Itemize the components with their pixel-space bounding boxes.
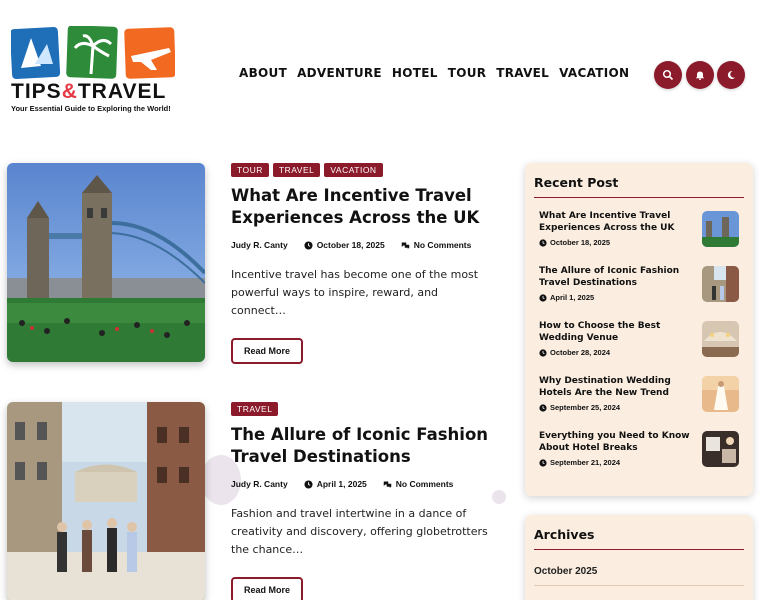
recent-post-date-text[interactable]: October 18, 2025: [550, 238, 611, 247]
recent-post-date: [539, 458, 620, 467]
moon-icon: [725, 69, 737, 81]
recent-post-item: [539, 321, 744, 363]
read-more-button[interactable]: Read More: [231, 577, 303, 600]
nav-hotel[interactable]: HOTEL: [391, 66, 438, 80]
post-meta: [231, 479, 496, 489]
recent-post-date-text[interactable]: September 25, 2024: [550, 403, 621, 412]
site-logo[interactable]: [8, 26, 178, 116]
archive-link[interactable]: October 2025: [534, 566, 598, 577]
read-more-button[interactable]: Read More: [231, 338, 303, 364]
recent-post-date: [539, 348, 610, 357]
recent-post-item: [539, 431, 744, 473]
divider: [534, 585, 744, 586]
recent-post-title[interactable]: What Are Incentive Travel Experiences Across the UK: [539, 211, 675, 233]
nav-vacation[interactable]: VACATION: [559, 66, 630, 80]
post-author[interactable]: Judy R. Canty: [231, 479, 288, 489]
recent-post-title[interactable]: How to Choose the Best Wedding Venue: [539, 321, 661, 343]
clock-icon: [304, 241, 313, 250]
logo-graphic: [11, 26, 175, 80]
recent-post-thumbnail[interactable]: [702, 266, 739, 302]
site-header: [0, 0, 760, 140]
widget-title: Archives: [534, 527, 744, 550]
recent-posts-widget: [525, 163, 753, 496]
nav-adventure[interactable]: ADVENTURE: [297, 66, 382, 80]
nav-tour[interactable]: TOUR: [447, 66, 487, 80]
post-content: [231, 163, 496, 364]
search-icon: [662, 69, 674, 81]
recent-post-date-text[interactable]: October 28, 2024: [550, 348, 611, 357]
tag-vacation[interactable]: VACATION: [324, 163, 382, 177]
post-tags: [231, 402, 496, 416]
post-title[interactable]: What Are Incentive Travel Experiences Across the UK: [231, 186, 480, 227]
clock-icon: [539, 404, 547, 412]
recent-post-title[interactable]: The Allure of Iconic Fashion Travel Destinations: [539, 266, 680, 288]
archives-widget: [525, 515, 753, 600]
clock-icon: [539, 239, 547, 247]
recent-post-thumbnail[interactable]: [702, 321, 739, 357]
post-content: [231, 402, 496, 600]
post-thumbnail-tower-bridge[interactable]: [7, 163, 205, 362]
recent-post-title[interactable]: Everything you Need to Know About Hotel Breaks: [539, 431, 690, 453]
notification-button[interactable]: [686, 61, 714, 89]
recent-post-thumbnail[interactable]: [702, 431, 739, 467]
post-card: [7, 402, 502, 600]
post-card: [7, 163, 502, 363]
recent-post-thumbnail[interactable]: [702, 376, 739, 412]
recent-post-date: [539, 293, 594, 302]
clock-icon: [539, 459, 547, 467]
clock-icon: [539, 349, 547, 357]
comments-icon: [401, 241, 410, 250]
post-comments[interactable]: No Comments: [413, 240, 472, 250]
post-meta: [231, 240, 496, 250]
bell-icon: [694, 69, 706, 81]
post-tags: [231, 163, 496, 177]
dark-mode-toggle[interactable]: [717, 61, 745, 89]
widget-title: Recent Post: [534, 175, 744, 198]
tag-travel[interactable]: TRAVEL: [273, 163, 320, 177]
post-excerpt: Incentive travel has become one of the most powerful ways to inspire, reward, and connect…: [231, 268, 479, 317]
nav-about[interactable]: ABOUT: [239, 66, 288, 80]
recent-post-item: [539, 266, 744, 308]
nav-travel[interactable]: TRAVEL: [496, 66, 550, 80]
search-button[interactable]: [654, 61, 682, 89]
post-comments[interactable]: No Comments: [395, 479, 454, 489]
comments-icon: [383, 480, 392, 489]
clock-icon: [539, 294, 547, 302]
main-nav: [239, 66, 629, 80]
post-thumbnail-venice[interactable]: [7, 402, 205, 600]
recent-post-item: [539, 211, 744, 253]
post-date[interactable]: October 18, 2025: [316, 240, 385, 250]
recent-post-date: [539, 403, 620, 412]
logo-wordmark: TIPS&TRAVEL: [11, 80, 167, 103]
clock-icon: [304, 480, 313, 489]
post-date[interactable]: April 1, 2025: [316, 479, 367, 489]
post-excerpt: Fashion and travel intertwine in a dance of creativity and discovery, offering globetrotters the chance…: [231, 507, 488, 556]
tag-tour[interactable]: TOUR: [231, 163, 269, 177]
post-title[interactable]: The Allure of Iconic Fashion Travel Destinations: [231, 425, 489, 466]
post-author[interactable]: Judy R. Canty: [231, 240, 288, 250]
recent-post-item: [539, 376, 744, 418]
recent-post-date-text[interactable]: April 1, 2025: [550, 293, 595, 302]
recent-post-thumbnail[interactable]: [702, 211, 739, 247]
recent-post-date: [539, 238, 610, 247]
logo-tagline: Your Essential Guide to Exploring the World!: [11, 104, 171, 113]
recent-post-date-text[interactable]: September 21, 2024: [550, 458, 621, 467]
tag-travel[interactable]: TRAVEL: [231, 402, 278, 416]
recent-post-title[interactable]: Why Destination Wedding Hotels Are the New Trend: [539, 376, 671, 398]
